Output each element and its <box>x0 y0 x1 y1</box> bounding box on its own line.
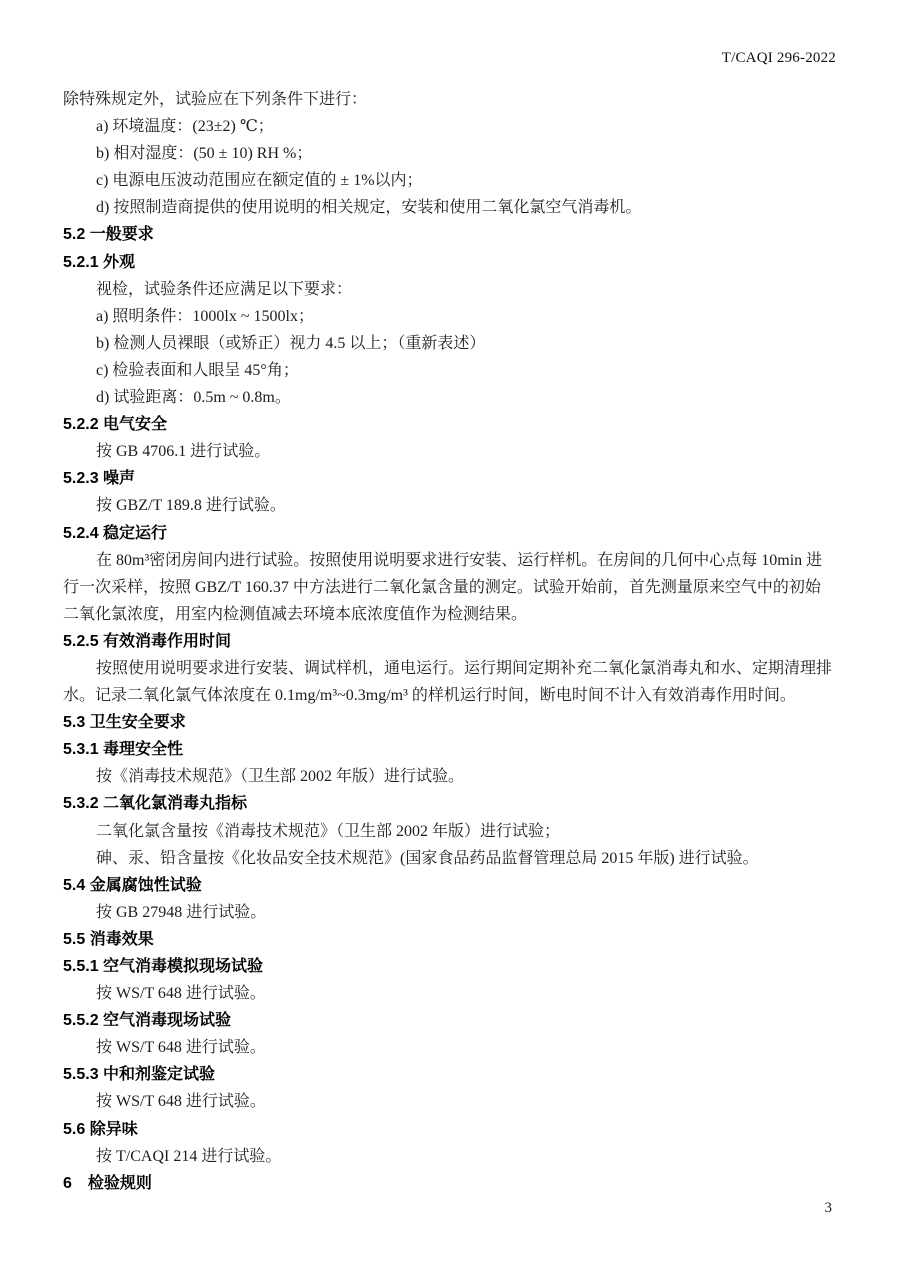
text-line: 按 GBZ/T 189.8 进行试验。 <box>96 497 286 515</box>
text-line: 水。记录二氧化氯气体浓度在 0.1mg/m³~0.3mg/m³ 的样机运行时间，断电时间不计入有效消毒作用时间。 <box>63 687 796 705</box>
section-heading: 5.4 金属腐蚀性试验 <box>63 876 202 894</box>
section-heading: 5.3.1 毒理安全性 <box>63 741 184 759</box>
text-line: 二氧化氯含量按《消毒技术规范》（卫生部 2002 年版）进行试验； <box>96 822 561 840</box>
document-header-standard-number: T/CAQI 296-2022 <box>721 50 836 66</box>
text-line: 在 80m³密闭房间内进行试验。按照使用说明要求进行安装、运行样机。在房间的几何中心点每 10min 进 <box>96 551 823 569</box>
section-heading: 5.2.3 噪声 <box>63 470 136 488</box>
text-line: 按 T/CAQI 214 进行试验。 <box>96 1147 282 1165</box>
text-line: a) 环境温度：(23±2) ℃； <box>96 118 274 136</box>
text-line: c) 电源电压波动范围应在额定值的 ± 1%以内； <box>96 172 423 190</box>
text-line: 按 GB 4706.1 进行试验。 <box>96 443 271 461</box>
text-line: 按 WS/T 648 进行试验。 <box>96 1093 266 1111</box>
section-heading: 5.5.2 空气消毒现场试验 <box>63 1012 232 1030</box>
text-line: 砷、汞、铅含量按《化妆品安全技术规范》(国家食品药品监督管理总局 2015 年版) 进行试验。 <box>96 849 759 867</box>
text-line: 按《消毒技术规范》（卫生部 2002 年版）进行试验。 <box>96 768 465 786</box>
text-line: 按 GB 27948 进行试验。 <box>96 903 267 921</box>
text-line: 按 WS/T 648 进行试验。 <box>96 1039 266 1057</box>
text-line: 按照使用说明要求进行安装、调试样机，通电运行。运行期间定期补充二氧化氯消毒丸和水、定期清理排 <box>96 659 833 677</box>
section-heading: 6 检验规则 <box>63 1174 152 1192</box>
section-heading: 5.5.1 空气消毒模拟现场试验 <box>63 958 264 975</box>
text-line: d) 试验距离：0.5m ~ 0.8m。 <box>96 389 291 407</box>
text-line: b) 检测人员裸眼（或矫正）视力 4.5 以上；（重新表述） <box>96 334 486 352</box>
section-heading: 5.2.1 外观 <box>63 253 136 271</box>
text-line: 按 WS/T 648 进行试验。 <box>96 985 266 1003</box>
text-line: 二氧化氯浓度，用室内检测值减去环境本底浓度值作为检测结果。 <box>63 605 528 623</box>
section-heading: 5.2.2 电气安全 <box>63 416 168 434</box>
section-heading: 5.6 除异味 <box>63 1120 138 1138</box>
page-number: 3 <box>824 1200 832 1216</box>
document-body <box>63 86 849 1197</box>
text-line: 视检，试验条件还应满足以下要求： <box>96 280 353 298</box>
text-line: a) 照明条件：1000lx ~ 1500lx； <box>96 307 314 325</box>
section-heading: 5.3 卫生安全要求 <box>63 714 186 732</box>
text-line: d) 按照制造商提供的使用说明的相关规定，安装和使用二氧化氯空气消毒机。 <box>96 199 642 217</box>
section-heading: 5.5.3 中和剂鉴定试验 <box>63 1066 216 1084</box>
text-line: c) 检验表面和人眼呈 45°角； <box>96 361 299 379</box>
text-line: 除特殊规定外，试验应在下列条件下进行： <box>63 91 368 108</box>
section-heading: 5.2.4 稳定运行 <box>63 524 168 542</box>
section-heading: 5.2.5 有效消毒作用时间 <box>63 632 232 650</box>
text-line: b) 相对湿度：(50 ± 10) RH %； <box>96 145 313 163</box>
text-line: 行一次采样，按照 GBZ/T 160.37 中方法进行二氧化氯含量的测定。试验开始前，首先测量原来空气中的初始 <box>63 578 821 596</box>
section-heading: 5.3.2 二氧化氯消毒丸指标 <box>63 795 248 813</box>
section-heading: 5.2 一般要求 <box>63 226 154 244</box>
section-heading: 5.5 消毒效果 <box>63 930 154 948</box>
